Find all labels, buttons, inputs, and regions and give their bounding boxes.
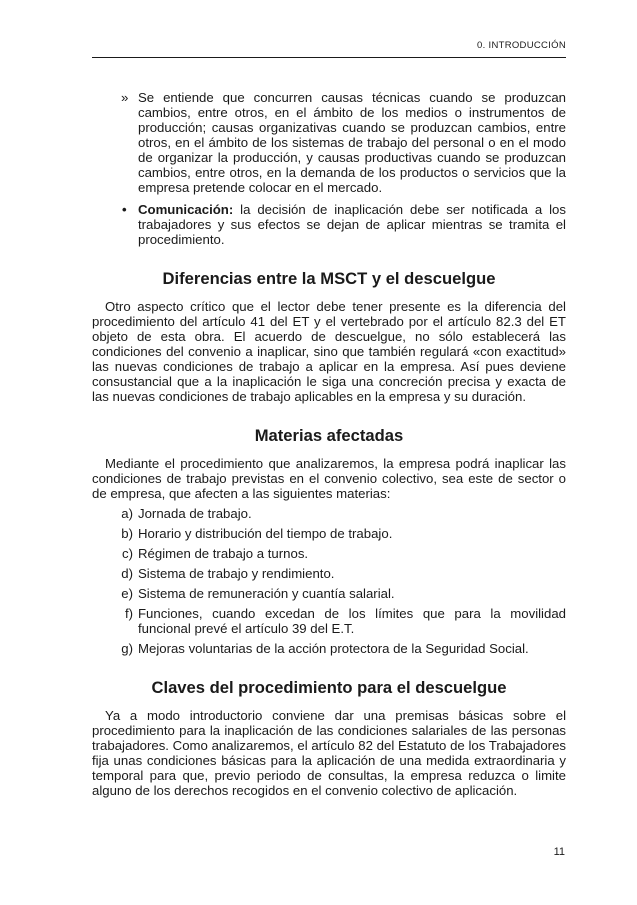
bullet-comunicacion <box>122 202 566 247</box>
section-heading-claves: Claves del procedimiento para el descuelgue <box>151 678 507 697</box>
bullet-marker: • <box>122 202 127 217</box>
bullet-text: la decisión de inaplicación debe ser notificada a los trabajadores y sus efectos se dejan de aplicar mientras se tramita el procedimiento. <box>138 202 566 247</box>
section-paragraph-materias: Mediante el procedimiento que analizaremos, la empresa podrá inaplicar las condiciones de trabajo previstas en el convenio colectivo, sea este de sector o de empresa, que afecten a las siguientes materias: <box>92 456 566 501</box>
page-body <box>92 90 566 798</box>
page-number: 11 <box>553 846 565 858</box>
list-item <box>121 586 566 601</box>
list-item-label: a) <box>121 506 133 521</box>
list-item-text: Horario y distribución del tiempo de trabajo. <box>138 526 393 541</box>
section-heading-diferencias: Diferencias entre la MSCT y el descuelgue <box>162 269 496 288</box>
list-item-text: Jornada de trabajo. <box>138 506 252 521</box>
list-item-label: f) <box>124 606 133 621</box>
list-item <box>122 546 566 561</box>
list-item-label: b) <box>121 526 133 541</box>
list-item <box>121 526 566 541</box>
section-paragraph-diferencias: Otro aspecto crítico que el lector debe tener presente es la diferencia del procedimiento del artículo 41 del ET y el vertebrado por el artículo 82.3 del ET objeto de esta obra. El acuerdo de descuelgue, no sólo establecerá las condiciones del convenio a inaplicar, sino que también regulará «con exactitud» las nuevas condiciones de trabajo a aplicar en la empresa. Así pues deviene consustancial que a la inaplicación le siga una concreción precisa y exacta de las nuevas condiciones de trabajo aplicables en la empresa y su duración. <box>92 299 566 404</box>
list-item-label: e) <box>121 586 133 601</box>
list-item-text: Régimen de trabajo a turnos. <box>138 546 309 561</box>
header-section-title: 0. INTRODUCCIÓN <box>477 40 566 51</box>
section-paragraph-claves: Ya a modo introductorio conviene dar una premisas básicas sobre el procedimiento para la inaplicación de las condiciones salariales de las personas trabajadores. Como analizaremos, el artículo 82 del Estatuto de los Trabajadores fija unas condiciones básicas para la aplicación de una medida extraordinaria y temporal para que, previo periodo de consultas, la empresa reduzca o limite alguno de los derechos recogidos en el convenio colectivo de aplicación. <box>92 708 566 798</box>
list-item-label: g) <box>121 641 133 656</box>
list-item-text: Mejoras voluntarias de la acción protectora de la Seguridad Social. <box>138 641 529 656</box>
section-heading-materias: Materias afectadas <box>254 426 404 445</box>
list-item-text: Sistema de trabajo y rendimiento. <box>138 566 335 581</box>
subitem-text: Se entiende que concurren causas técnicas cuando se produzcan cambios, entre otros, en el ámbito de los medios o instrumentos de producción; causas organizativas cuando se produzcan cambios, entre otros, en el ámbito de los sistemas de trabajo del personal o en el modo de organizar la producción, y causas productivas cuando se produzcan cambios, entre otros, en la demanda de los productos o servicios que la empresa pretende colocar en el mercado. <box>138 90 566 195</box>
list-item-text: Sistema de remuneración y cuantía salarial. <box>138 586 395 601</box>
list-item-text: Funciones, cuando excedan de los límites que para la movilidad funcional prevé el artículo 39 del E.T. <box>138 606 566 636</box>
list-item <box>124 606 566 636</box>
list-item <box>121 566 566 581</box>
bullet-label: Comunicación: <box>138 202 234 217</box>
list-item-label: c) <box>122 546 133 561</box>
running-header <box>92 40 566 58</box>
list-item <box>121 506 566 521</box>
list-item <box>121 641 566 656</box>
materias-list <box>92 506 566 656</box>
subitem-causes <box>121 90 566 195</box>
list-item-label: d) <box>121 566 133 581</box>
subitem-marker: » <box>121 90 129 105</box>
